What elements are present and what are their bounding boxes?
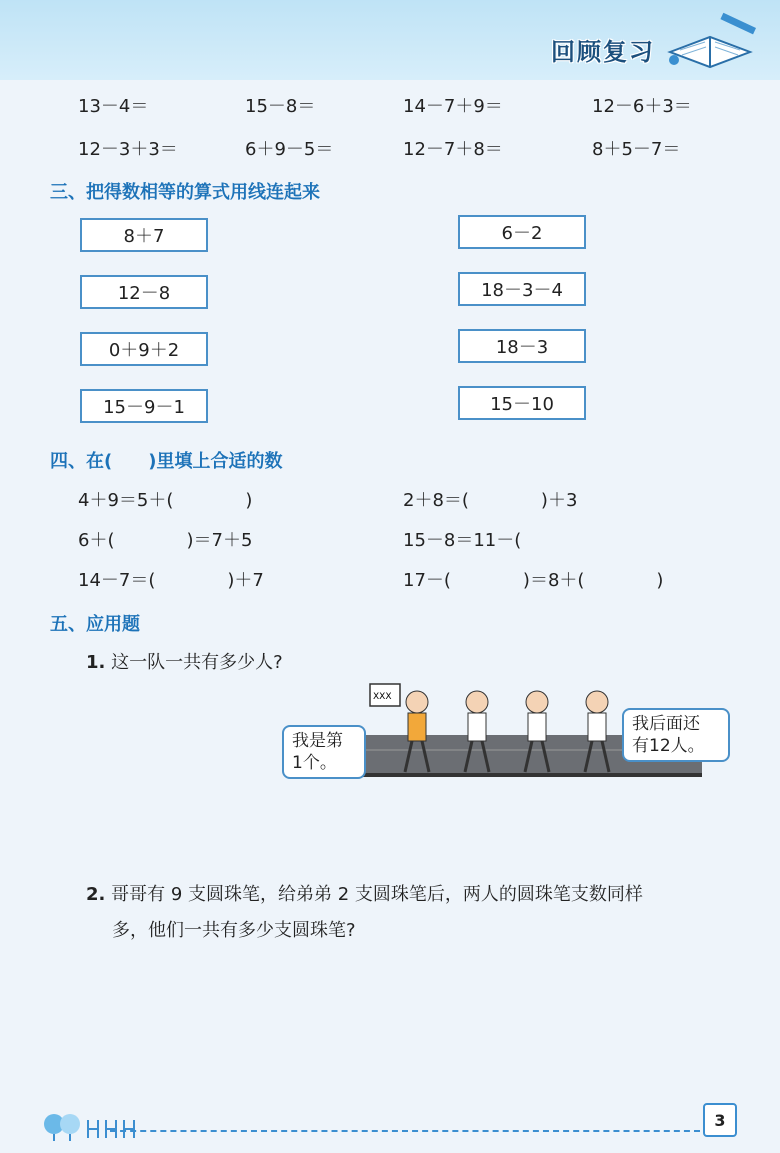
match-left-3[interactable]: 0＋9＋2 [80,332,208,366]
arith-2-2: 6＋9－5＝ [245,139,334,160]
page-number: 3 [703,1103,737,1137]
arith-2-1: 12－3＋3＝ [78,139,178,160]
footer-dashed-line [110,1130,700,1132]
match-right-4[interactable]: 15－10 [458,386,586,420]
fill-2-1[interactable]: 6＋( )＝7＋5 [78,530,253,551]
match-right-3[interactable]: 18－3 [458,329,586,363]
book-pencil-icon [660,12,760,72]
arith-1-4: 12－6＋3＝ [592,96,692,117]
question-2-line-2: 多，他们一共有多少支圆珠笔? [112,920,356,941]
section4-title: 四、在( )里填上合适的数 [50,451,283,472]
match-left-1[interactable]: 8＋7 [80,218,208,252]
svg-text:XXX: XXX [373,692,392,702]
match-left-2[interactable]: 12－8 [80,275,208,309]
footer-decoration-icon [40,1108,160,1142]
match-left-4[interactable]: 15－9－1 [80,389,208,423]
match-right-2[interactable]: 18－3－4 [458,272,586,306]
question-2-number: 2. [86,884,106,905]
banner-title: 回顾复习 [551,38,655,66]
question-1-text: 这一队一共有多少人? [111,652,283,673]
fill-1-2[interactable]: 2＋8＝( )＋3 [403,490,578,511]
queue-illustration [282,680,732,790]
arith-1-3: 14－7＋9＝ [403,96,503,117]
question-2 [86,880,643,906]
arith-2-3: 12－7＋8＝ [403,139,503,160]
section3-title: 三、把得数相等的算式用线连起来 [50,182,320,203]
speech-bubble-last: 我后面还 有12人。 [622,708,730,762]
fill-2-2[interactable]: 15－8＝11－( [403,530,594,551]
speech-bubble-first: 我是第 1个。 [282,725,366,779]
fill-3-1[interactable]: 14－7＝( )＋7 [78,570,264,591]
arith-1-1: 13－4＝ [78,96,149,117]
question-2-line-1: 哥哥有 9 支圆珠笔，给弟弟 2 支圆珠笔后，两人的圆珠笔支数同样 [111,884,643,905]
match-right-1[interactable]: 6－2 [458,215,586,249]
arith-1-2: 15－8＝ [245,96,316,117]
fill-3-2[interactable]: 17－( )＝8＋( ) [403,570,664,591]
question-1 [86,648,283,674]
arith-2-4: 8＋5－7＝ [592,139,681,160]
question-1-number: 1. [86,652,106,673]
fill-1-1[interactable]: 4＋9＝5＋( ) [78,490,253,511]
section5-title: 五、应用题 [50,614,140,635]
